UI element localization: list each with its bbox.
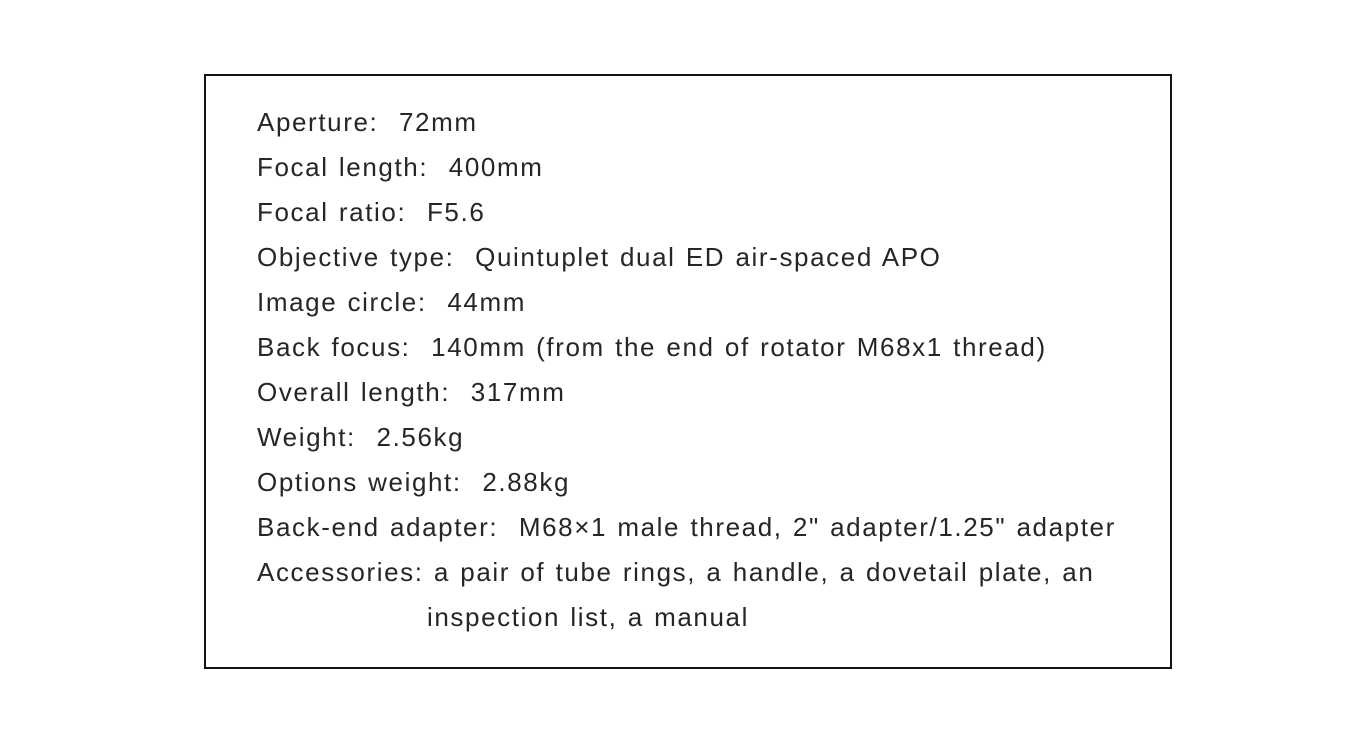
- spec-overall-length: Overall length: 317mm: [257, 377, 566, 407]
- spec-image-circle: Image circle: 44mm: [257, 287, 526, 317]
- spec-accessories-continued: inspection list, a manual: [427, 602, 749, 632]
- spec-accessories: Accessories: a pair of tube rings, a handle, a dovetail plate, an: [257, 557, 1095, 587]
- spec-focal-length: Focal length: 400mm: [257, 152, 544, 182]
- spec-back-end-adapter: Back-end adapter: M68×1 male thread, 2" adapter/1.25" adapter: [257, 512, 1116, 542]
- spec-back-focus: Back focus: 140mm (from the end of rotator M68x1 thread): [257, 332, 1047, 362]
- spec-objective-type: Objective type: Quintuplet dual ED air-spaced APO: [257, 242, 942, 272]
- spec-box: [204, 74, 1172, 669]
- spec-aperture: Aperture: 72mm: [257, 107, 478, 137]
- spec-options-weight: Options weight: 2.88kg: [257, 467, 571, 497]
- spec-focal-ratio: Focal ratio: F5.6: [257, 197, 486, 227]
- spec-weight: Weight: 2.56kg: [257, 422, 465, 452]
